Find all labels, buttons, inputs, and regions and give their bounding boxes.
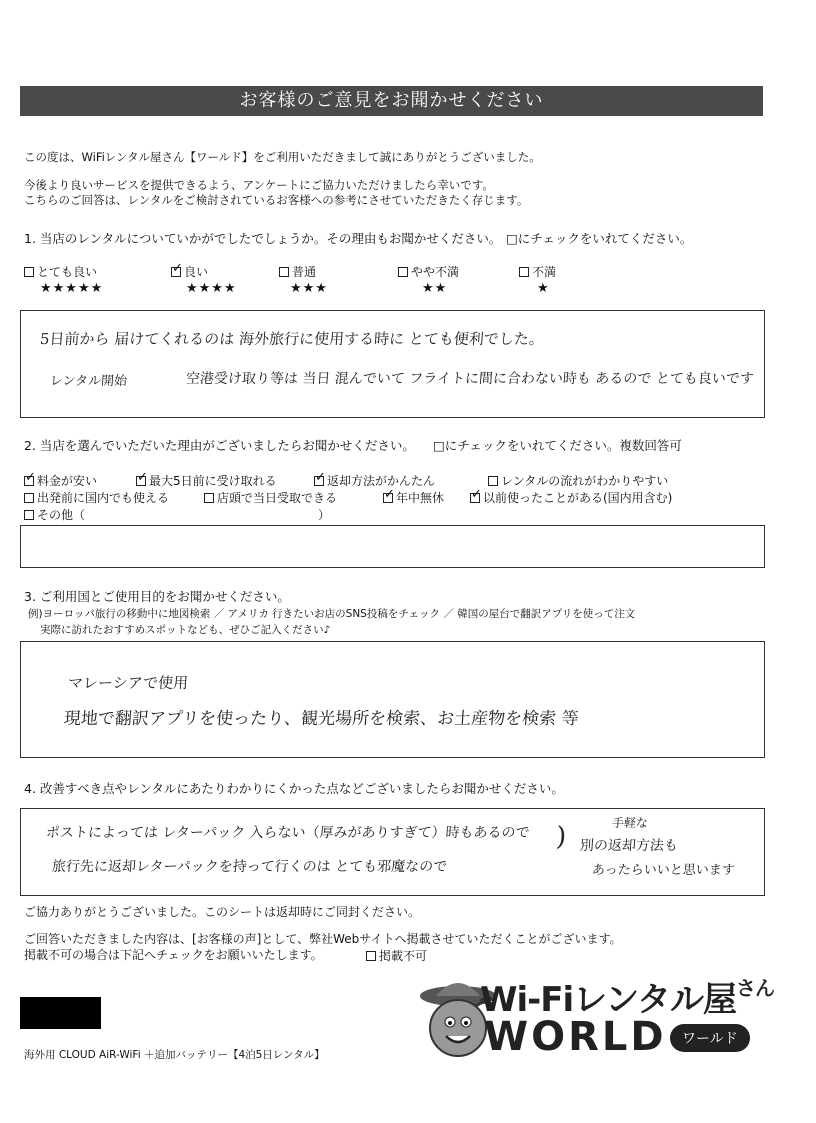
checkbox-icon[interactable]	[488, 476, 498, 486]
q2-question: 2. 当店を選んでいただいた理由がございましたらお聞かせください。	[24, 438, 415, 453]
q2-option-domestic[interactable]	[24, 489, 169, 506]
q1-stars-1: ★	[537, 281, 550, 296]
q2-other-close-paren: ）	[318, 508, 331, 522]
q1-stars-3: ★★★	[290, 281, 328, 296]
q3-example-1: 例)ヨーロッパ旅行の移動中に地図検索 ／ アメリカ 行きたいお店のSNS投稿をチェック ／ 韓国の屋台で翻訳アプリを使って注文	[28, 608, 636, 620]
q4-answer-line-2: 旅行先に返却レターパックを持って行くのは とても邪魔なので	[51, 859, 448, 875]
q2-hint: □にチェックをいれてください。複数回答可	[433, 438, 682, 453]
logo-wifi-rental: Wi-Fiレンタル屋	[480, 980, 736, 1020]
q3-question: 3. ご利用国とご使用目的をお聞かせください。	[24, 589, 290, 604]
checkbox-icon[interactable]	[279, 267, 289, 277]
q1-option-somewhat-unsatisfied[interactable]	[398, 263, 459, 280]
checkbox-icon[interactable]	[24, 510, 34, 520]
q1-option-normal[interactable]	[279, 263, 316, 280]
q1-option-label: とても良い	[37, 265, 98, 279]
publish-notice-2: 掲載不可の場合は下記へチェックをお願いいたします。	[24, 948, 323, 962]
no-publish-label: 掲載不可	[379, 949, 428, 963]
q2-option-easy-return[interactable]	[314, 472, 435, 489]
checkbox-checked-icon[interactable]	[383, 493, 393, 503]
q1-option-label: やや不満	[411, 265, 460, 279]
q3-answer-line-2: 現地で翻訳アプリを使ったり、観光場所を検索、お土産物を検索 等	[63, 709, 580, 729]
checkbox-icon[interactable]	[24, 267, 34, 277]
checkbox-icon[interactable]	[398, 267, 408, 277]
q1-hint: □にチェックをいれてください。	[506, 231, 693, 246]
q4-question: 4. 改善すべき点やレンタルにあたりわかりにくかった点などございましたらお聞かせください。	[24, 781, 564, 796]
q1-answer-box[interactable]	[20, 310, 765, 418]
q4-answer-line-1: ポストによっては レターパック 入らない（厚みがありすぎて）時もあるので	[45, 825, 531, 841]
q2-option-label: 返却方法がかんたん	[327, 474, 436, 488]
q1-option-label: 普通	[292, 265, 317, 279]
q1-answer-line-3: 空港受け取り等は 当日 混んでいて フライトに間に合わない時も あるので とても良いです	[185, 371, 755, 387]
brand-logo	[418, 970, 774, 1090]
intro-line-2: 今後より良いサービスを提供できるよう、アンケートにご協力いただけましたら幸いです。	[24, 178, 494, 192]
q1-option-good[interactable]	[171, 263, 208, 280]
logo-world: WORLD	[484, 1014, 667, 1060]
q2-option-used-before[interactable]	[470, 489, 672, 506]
q2-option-clear-flow[interactable]	[488, 472, 668, 489]
q3-answer-line-1: マレーシアで使用	[67, 674, 189, 692]
q2-option-5days[interactable]	[136, 472, 277, 489]
q2-option-label: 出発前に国内でも使える	[37, 491, 170, 505]
q3-example-2: 実際に訪れたおすすめスポットなども、ぜひご記入ください♪	[40, 624, 331, 636]
q2-other-input-box[interactable]	[20, 525, 765, 568]
q1-option-label: 不満	[532, 265, 557, 279]
q2-option-open-all-year[interactable]	[383, 489, 444, 506]
q2-option-label: 料金が安い	[37, 474, 98, 488]
q4-answer-note-2: 別の返却方法も	[579, 838, 679, 854]
checkbox-icon[interactable]	[366, 951, 376, 961]
publish-notice-1: ご回答いただきました内容は、[お客様の声]として、弊社Webサイトへ掲載させていただくことがございます。	[24, 932, 622, 946]
page-title: お客様のご意見をお聞かせください	[20, 86, 763, 116]
q2-option-same-day[interactable]	[204, 489, 337, 506]
q2-option-label: 以前使ったことがある(国内用含む)	[483, 491, 673, 505]
checkbox-icon[interactable]	[204, 493, 214, 503]
q1-stars-2: ★★	[422, 281, 448, 296]
q2-option-label: 店頭で当日受取できる	[217, 491, 338, 505]
q4-answer-note-3: あったらいいと思います	[591, 863, 736, 878]
product-info: 海外用 CLOUD AiR-WiFi ＋追加バッテリー【4泊5日レンタル】	[24, 1049, 325, 1061]
checkbox-checked-icon[interactable]	[470, 493, 480, 503]
q1-stars-5: ★★★★★	[40, 281, 104, 296]
checkbox-icon[interactable]	[519, 267, 529, 277]
logo-badge: ワールド	[670, 1024, 750, 1052]
q3-answer-box[interactable]	[20, 641, 765, 758]
checkbox-checked-icon[interactable]	[314, 476, 324, 486]
checkbox-checked-icon[interactable]	[171, 267, 181, 277]
q1-option-label: 良い	[184, 265, 209, 279]
q4-bracket: )	[554, 822, 568, 852]
thanks-text: ご協力ありがとうございました。このシートは返却時にご同封ください。	[24, 905, 421, 919]
logo-suffix: さん	[735, 976, 774, 1000]
q2-option-label: 年中無休	[396, 491, 445, 505]
checkbox-icon[interactable]	[24, 493, 34, 503]
q2-option-label: 最大5日前に受け取れる	[149, 474, 277, 488]
q2-option-cheap[interactable]	[24, 472, 97, 489]
q2-option-other[interactable]	[24, 506, 85, 523]
q1-stars-4: ★★★★	[186, 281, 237, 296]
q1-option-unsatisfied[interactable]	[519, 263, 556, 280]
no-publish-option[interactable]	[366, 947, 427, 964]
q2-option-label: その他（	[37, 508, 86, 522]
checkbox-checked-icon[interactable]	[24, 476, 34, 486]
intro-line-1: この度は、WiFiレンタル屋さん【ワールド】をご利用いただきまして誠にありがとうございました。	[24, 150, 541, 164]
q1-answer-line-1: 5日前から 届けてくれるのは 海外旅行に使用する時に とても便利でした。	[39, 330, 545, 348]
intro-line-3: こちらのご回答は、レンタルをご検討されているお客様への参考にさせていただきたく存じます。	[24, 193, 529, 207]
q1-answer-line-2: レンタル開始	[49, 374, 128, 389]
checkbox-checked-icon[interactable]	[136, 476, 146, 486]
q1-question: 1. 当店のレンタルについていかがでしたでしょうか。その理由もお聞かせください。	[24, 231, 502, 246]
q2-option-label: レンタルの流れがわかりやすい	[501, 474, 669, 488]
q4-answer-note-1: 手軽な	[611, 816, 649, 830]
redacted-block	[20, 997, 101, 1029]
q1-option-very-good[interactable]	[24, 263, 97, 280]
